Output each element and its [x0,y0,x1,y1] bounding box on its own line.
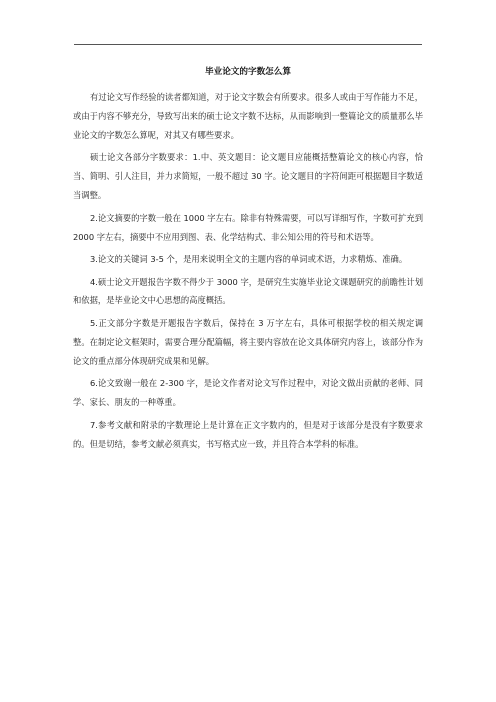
paragraph-title-requirement: 硕士论文各部分字数要求：1.中、英文题目：论文题目应能概括整篇论文的核心内容，恰当、简明、引人注目，并力求简短，一般不超过 30 字。论文题目的字符间距可根据题目字数适当调整。 [73,152,423,201]
document-title: 毕业论文的字数怎么算 [205,67,291,77]
paragraph-proposal-requirement: 4.硕士论文开题报告字数不得少于 3000 字，是研究生实施毕业论文课题研究的前瞻性计划和依据，是毕业论文中心思想的高度概括。 [73,276,423,306]
paragraph-keywords-requirement: 3.论文的关键词 3-5 个，是用来说明全文的主题内容的单词或术语，力求精炼、准确。 [90,254,408,265]
paragraph-references-requirement: 7.参考文献和附录的字数理论上是计算在正文字数内的，但是对于该部分是没有字数要求的。但是切结，参考文献必须真实，书写格式应一致，并且符合本学科的标准。 [73,419,423,449]
header-rule [74,44,422,45]
paragraph-acknowledgement-requirement: 6.论文致谢一般在 2-300 字，是论文作者对论文写作过程中，对论文做出贡献的老师、同学、家长、朋友的一种尊重。 [73,378,423,408]
paragraph-abstract-requirement: 2.论文摘要的字数一般在 1000 字左右。除非有特殊需要，可以写详细写作，字数可扩充到 2000 字左右，摘要中不应用到图、表、化学结构式、非公知公用的符号和术语等。 [73,212,423,242]
paragraph-body-requirement: 5.正文部分字数是开题报告字数后，保持在 3 万字左右，具体可根据学校的相关规定调整。在制定论文框架时，需要合理分配篇幅，将主要内容放在论文具体研究内容上，该部分作为论文的重点部分体现研究成果和见解。 [73,317,423,366]
paragraph-intro: 有过论文写作经验的读者都知道，对于论文字数会有所要求。很多人或由于写作能力不足，或由于内容不够充分，导致写出来的硕士论文字数不达标，从而影响到一整篇论文的质量那么毕业论文的字数怎么算呢，对其又有哪些要求。 [73,92,423,140]
document-body [73,66,423,457]
